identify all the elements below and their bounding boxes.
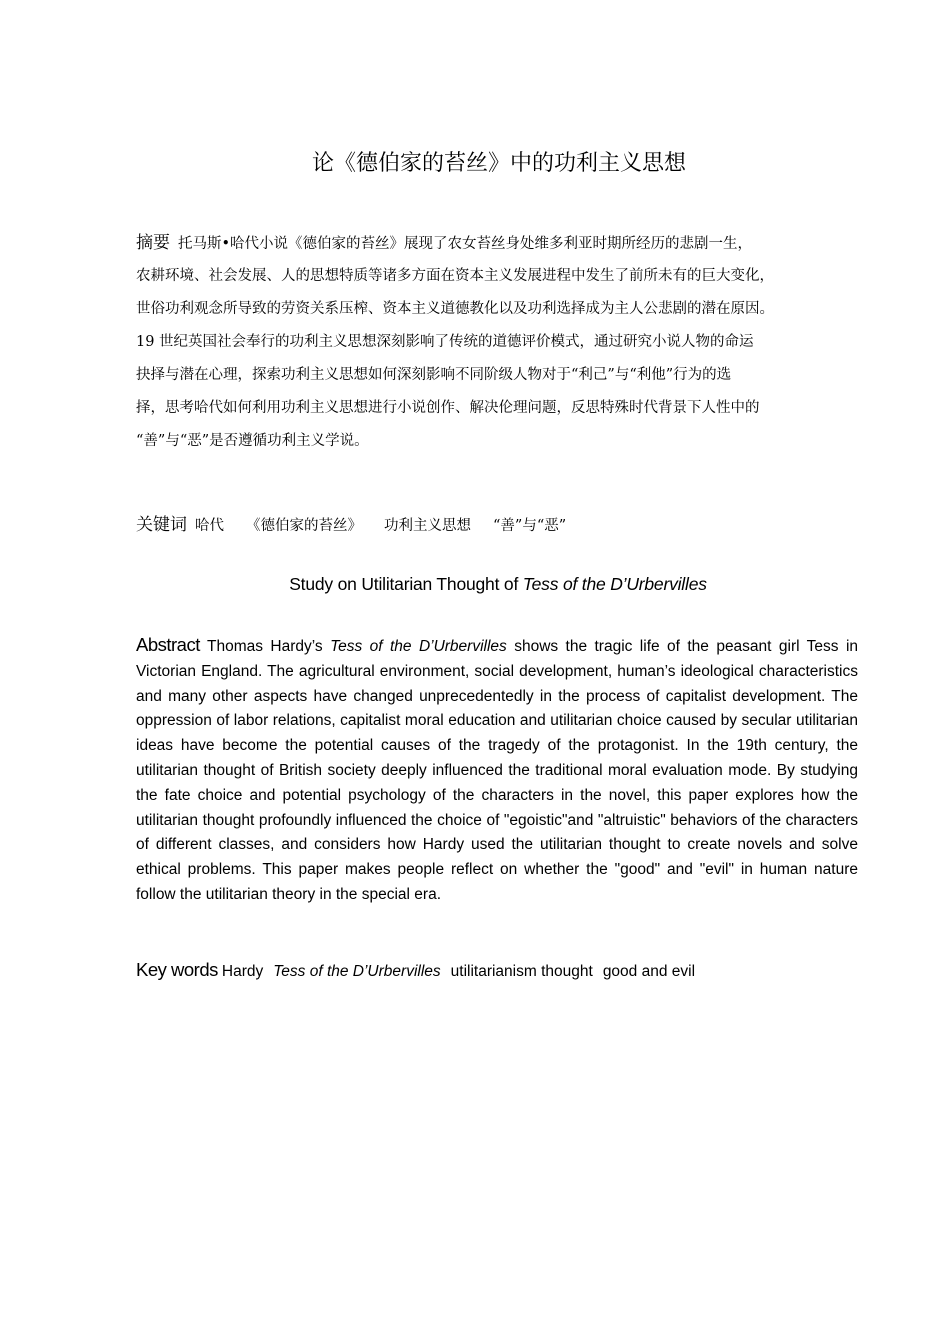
chinese-keyword: 《德伯家的苔丝》	[246, 518, 362, 534]
english-keyword: utilitarianism thought	[450, 963, 593, 980]
english-abstract-label: Abstract	[136, 634, 200, 655]
chinese-keyword: 哈代	[195, 518, 224, 534]
english-abstract-italic: Tess of the D’Urbervilles	[330, 638, 507, 655]
english-abstract-body: shows the tragic life of the peasant girl Tess in Victorian England. The agricultural environment, social development, human’s ideological characteristics and many other aspects have changed unprecedentedly in the process of capitalist development. The oppression of labor relations, capitalist moral education and utilitarian choice caused by secular utilitarian ideas have become the potential causes of the tragedy of the protagonist. In the 19th century, the utilitarian thought of British society deeply influenced the traditional moral evaluation mode. By studying the fate choice and potential psychology of the characters in the novel, this paper explores how the utilitarian thought profoundly influenced the choice of "egoistic"and "altruistic" behaviors of the characters of different classes, and considers how Hardy used the utilitarian thought to create novels and solve ethical problems. This paper makes people reflect on whether the "good" and "evil" in human nature follow the utilitarian theory in the special era.	[136, 638, 859, 903]
english-keywords-label: Key words	[136, 959, 218, 980]
english-keyword-italic: Tess of the D’Urbervilles	[273, 963, 441, 980]
english-abstract-lead: Thomas Hardy’s	[207, 638, 331, 655]
chinese-keywords-label: 关键词	[136, 515, 187, 535]
chinese-abstract-line: 19 世纪英国社会奉行的功利主义思想深刻影响了传统的道德评价模式，通过研究小说人物的命运	[136, 334, 754, 350]
chinese-abstract-line: 世俗功利观念所导致的劳资关系压榨、资本主义道德教化以及功利选择成为主人公悲剧的潜在原因。	[136, 301, 774, 317]
chinese-abstract	[136, 227, 871, 458]
chinese-keyword: “善”与“恶”	[493, 518, 567, 534]
english-title	[0, 570, 950, 598]
chinese-abstract-line: “善”与“恶”是否遵循功利主义学说。	[136, 433, 369, 449]
chinese-keyword: 功利主义思想	[384, 518, 471, 534]
chinese-title: 论《德伯家的苔丝》中的功利主义思想	[311, 151, 686, 176]
chinese-abstract-line: 抉择与潜在心理，探索功利主义思想如何深刻影响不同阶级人物对于“利己”与“利他”行为的选	[136, 367, 732, 383]
chinese-abstract-line: 择，思考哈代如何利用功利主义思想进行小说创作、解决伦理问题，反思特殊时代背景下人性中的	[136, 400, 760, 416]
chinese-abstract-text: 托马斯•哈代小说《德伯家的苔丝》展现了农女苔丝身处维多利亚时期所经历的悲剧一生，	[178, 236, 753, 252]
chinese-keywords	[136, 510, 588, 541]
english-keyword: Hardy	[221, 963, 264, 980]
english-abstract	[136, 633, 858, 908]
chinese-abstract-label: 摘要	[136, 233, 170, 253]
chinese-abstract-line: 农耕环境、社会发展、人的思想特质等诸多方面在资本主义发展进程中发生了前所未有的巨大变化，	[136, 268, 774, 284]
english-keywords	[136, 957, 705, 985]
chinese-abstract-line	[136, 227, 871, 260]
english-title-text: Study on Utilitarian Thought of	[289, 574, 523, 594]
english-keyword: good and evil	[602, 963, 696, 980]
english-title-italic: Tess of the D’Urbervilles	[522, 574, 707, 594]
